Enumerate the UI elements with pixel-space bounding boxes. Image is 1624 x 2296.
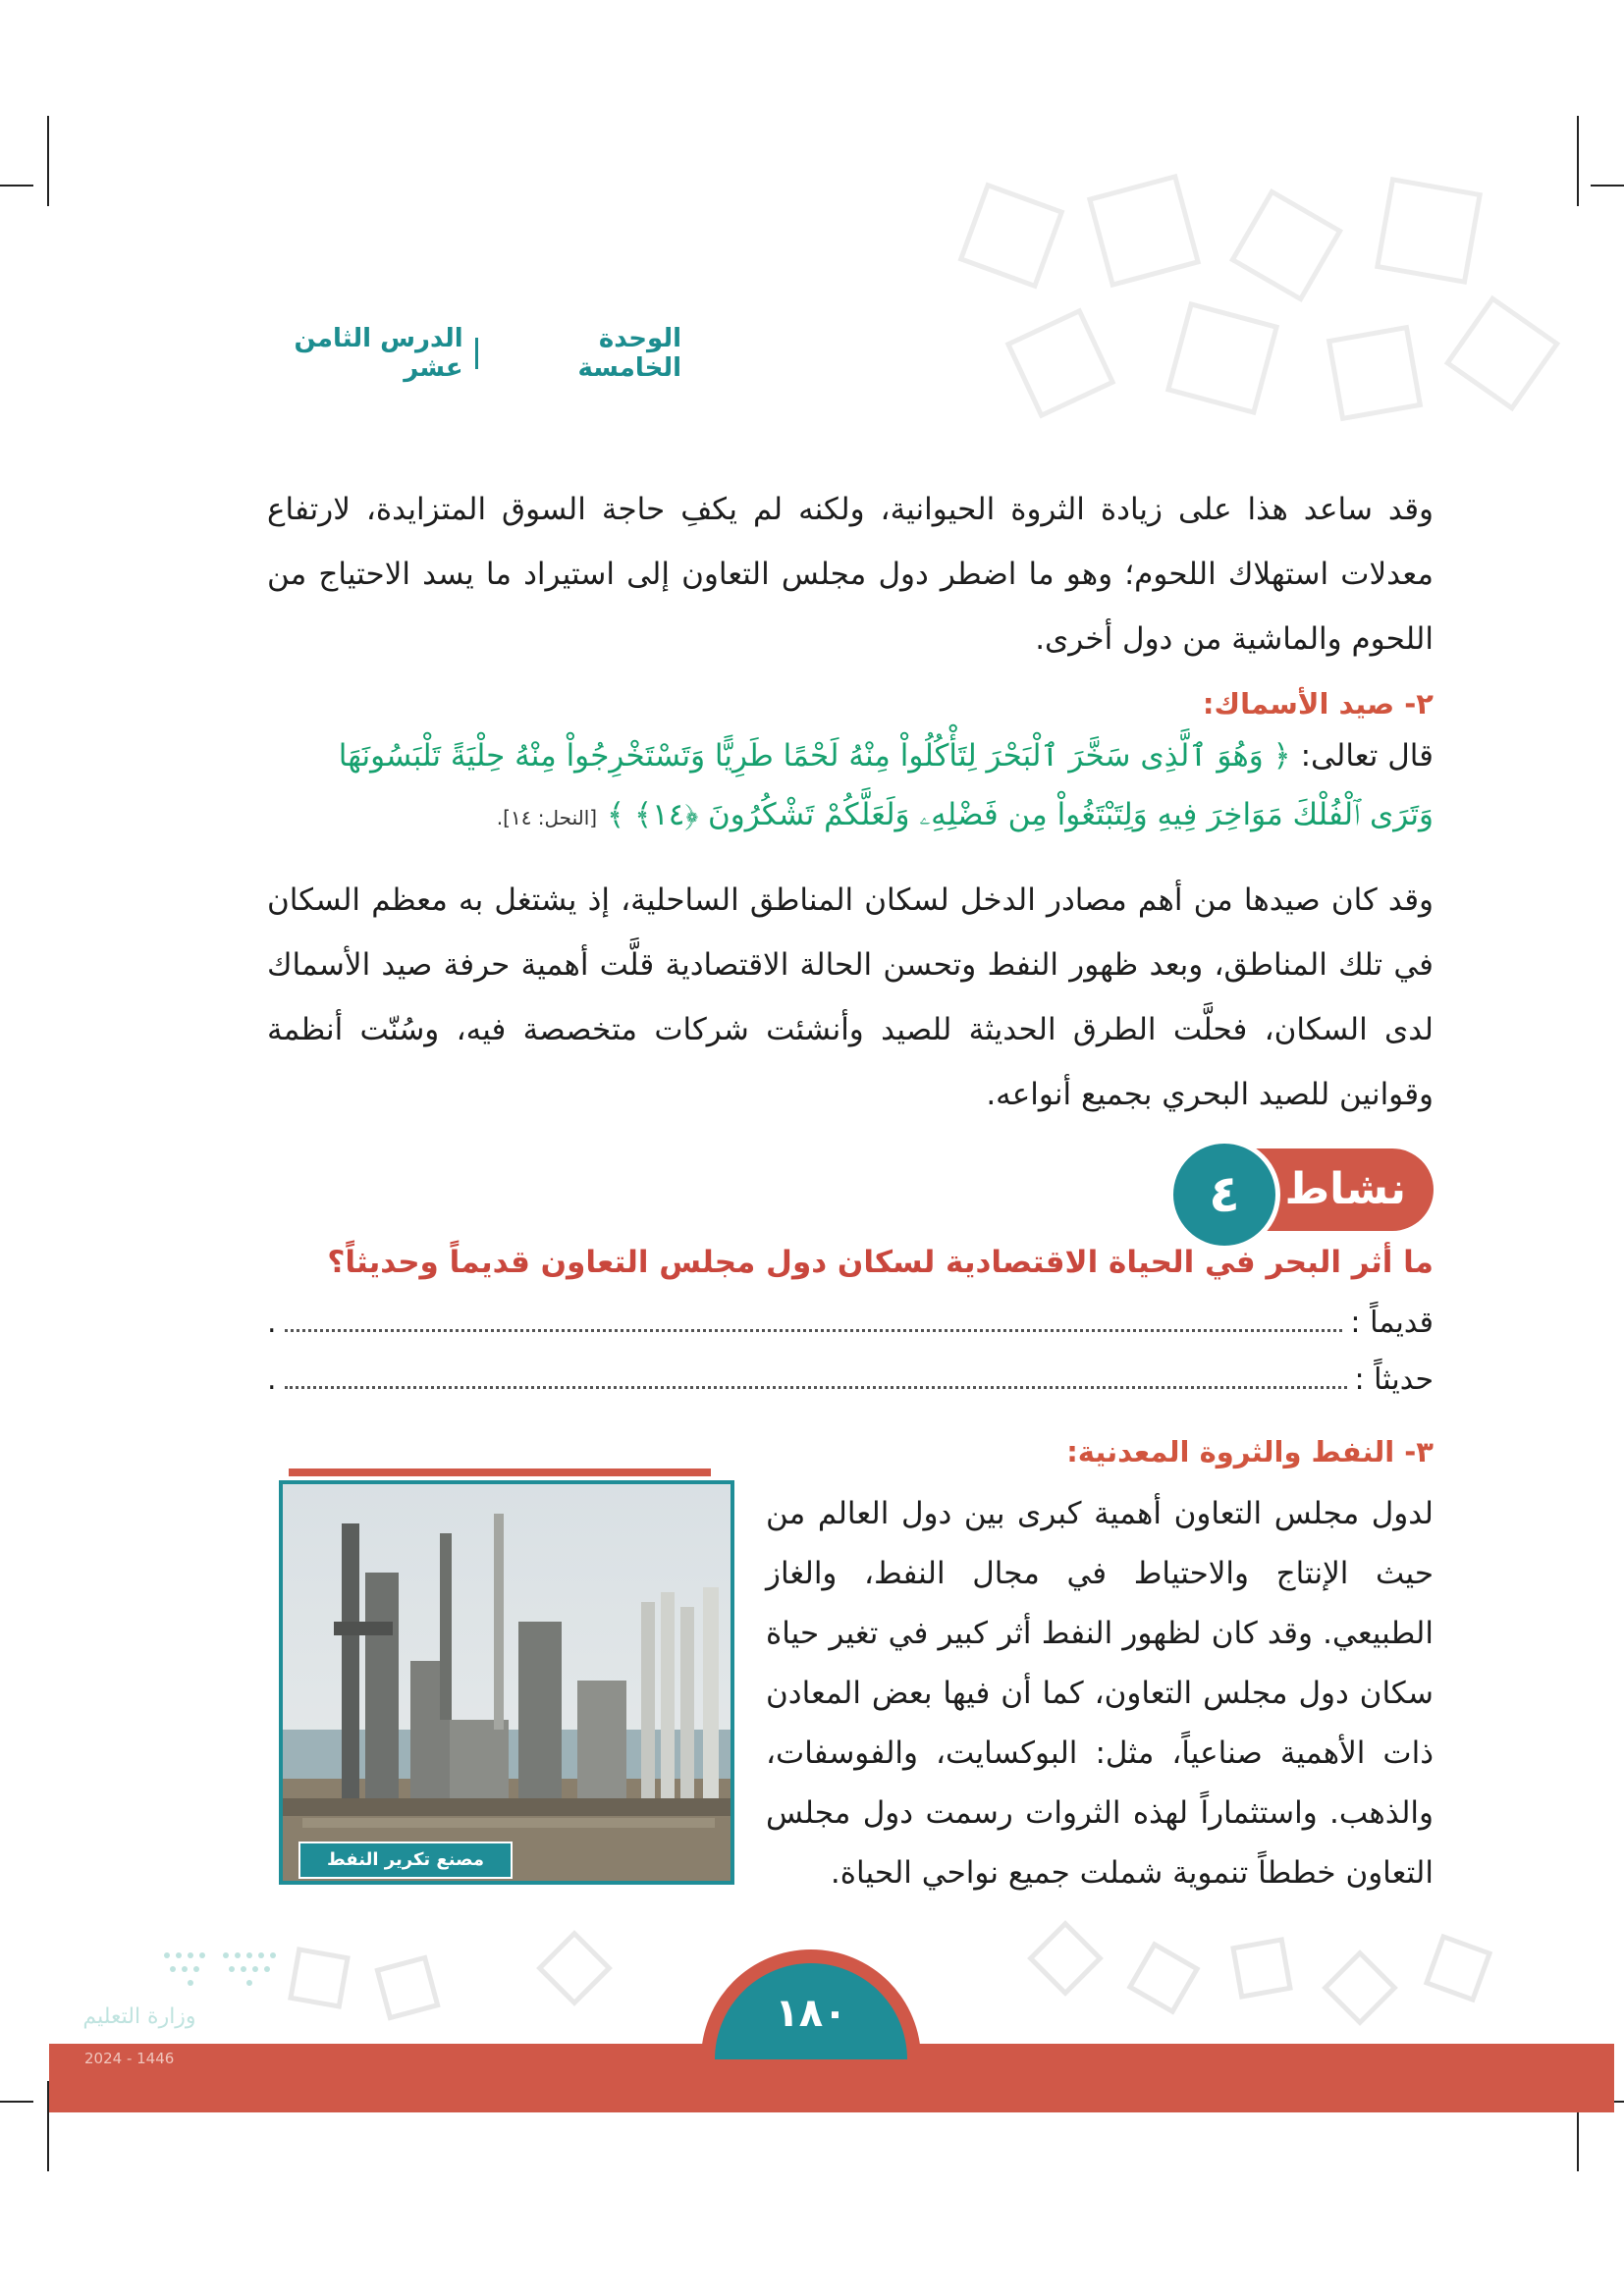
answer-past-field[interactable] [285,1308,1343,1332]
activity-number: ٤ [1168,1139,1280,1251]
lesson-header [230,324,681,383]
page-number: ١٨٠ [775,1991,847,2036]
activity-label: نشاط [1284,1164,1406,1214]
quran-verse-line-2 [267,797,1434,833]
crop-mark [0,2101,33,2103]
photo-caption: مصنع تكرير النفط [298,1842,513,1879]
answer-present-field[interactable] [285,1364,1347,1389]
lesson-label: الدرس الثامن عشر [294,324,463,383]
oil-refinery-photo [279,1480,734,1885]
refinery-illustration [283,1484,731,1881]
unit-label: الوحدة الخامسة [577,324,681,383]
answer-past[interactable] [267,1306,1434,1340]
photo-accent-bar [289,1468,711,1476]
crop-mark [47,116,49,206]
quran-intro: قال تعالى: [1300,738,1434,774]
header-separator [475,338,478,369]
quran-verse-line-1 [267,738,1434,774]
quran-reference: [النحل: ١٤]. [496,806,598,829]
answer-past-end: . [267,1306,277,1340]
ministry-name: وزارة التعليم [82,2004,196,2029]
quran-verse-part-1: ﴿ وَهُوَ ٱلَّذِى سَخَّرَ ٱلْبَحْرَ لِتَأْكُلُواْ مِنْهُ لَحْمًا طَرِيًّا وَتَسْتَخْرِجُواْ مِنْهُ حِلْيَةً تَلْبَسُونَهَا [338,738,1291,774]
ministry-logo-icon [147,1944,295,2002]
answer-present[interactable] [267,1362,1434,1397]
crop-mark [0,185,33,187]
section-title-oil: ٣- النفط والثروة المعدنية: [1066,1435,1434,1468]
edition-year: 2024 - 1446 [84,2050,175,2067]
fishing-paragraph: وقد كان صيدها من أهم مصادر الدخل لسكان المناطق الساحلية، إذ يشتغل به معظم السكان في تلك المناطق، وبعد ظهور النفط وتحسن الحالة الاقتصادية قلَّت أهمية حرفة صيد الأسماك لدى السكان، فحلَّت الطرق الحديثة للصيد وأنشئت شركات متخصصة فيه، وسُنّت أنظمة وقوانين للصيد البحري بجميع أنواعه. [267,882,1434,1112]
answer-past-label: قديماً : [1350,1306,1434,1340]
answer-present-end: . [267,1362,277,1397]
crop-mark [1591,185,1624,187]
section-title-fishing: ٢- صيد الأسماك: [1202,687,1434,721]
decorative-pattern [933,167,1581,491]
activity-question: ما أثر البحر في الحياة الاقتصادية لسكان دول مجلس التعاون قديماً وحديثاً؟ [327,1245,1434,1280]
oil-paragraph: لدول مجلس التعاون أهمية كبرى بين دول العالم من حيث الإنتاج والاحتياط في مجال النفط، والغاز الطبيعي. وقد كان لظهور النفط أثر كبير في تغير حياة سكان دول مجلس التعاون، كما أن فيها بعض المعادن ذات الأهمية صناعياً، مثل: البوكسايت، والفوسفات، والذهب. واستثماراً لهذه الثروات رسمت دول مجلس التعاون خططاً تنموية شملت جميع نواحي الحياة. [766,1496,1434,1891]
answer-present-label: حديثاً : [1354,1362,1434,1397]
intro-paragraph: وقد ساعد هذا على زيادة الثروة الحيوانية، ولكنه لم يكفِ حاجة السوق المتزايدة، لارتفاع معدلات استهلاك اللحوم؛ وهو ما اضطر دول مجلس التعاون إلى استيراد ما يسد الاحتياج من اللحوم والماشية من دول أخرى. [267,492,1434,657]
quran-verse-part-2: وَتَرَى ٱلْفُلْكَ مَوَاخِرَ فِيهِ وَلِتَبْتَغُواْ مِن فَضْلِهِۦ وَلَعَلَّكُمْ تَشْكُرُونَ ﴿١٤﴾ ﴾ [606,797,1434,832]
